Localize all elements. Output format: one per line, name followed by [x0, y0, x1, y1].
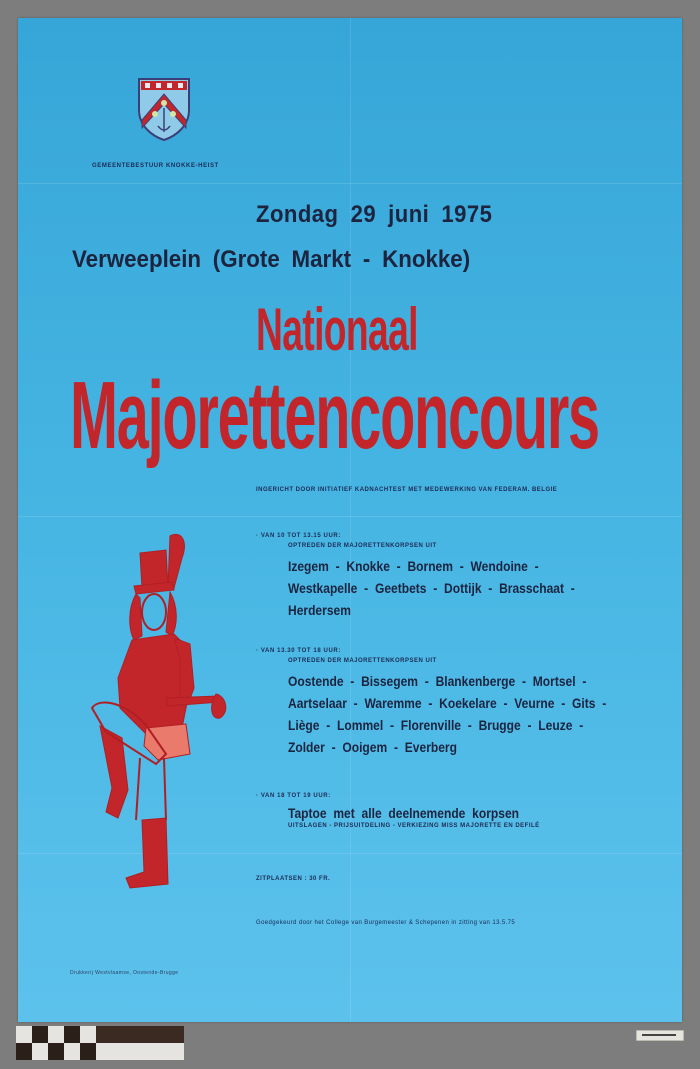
- town-line: Herdersem: [288, 602, 351, 618]
- town-list: [288, 670, 656, 758]
- barcode-icon: [642, 1034, 676, 1036]
- organizer-text: INGERICHT DOOR INITIATIEF KADNACHTEST MET MEDEWERKING VAN FEDERAM. BELGIE: [256, 487, 558, 493]
- session-time: · VAN 18 TOT 19 UUR:: [256, 793, 331, 799]
- coat-of-arms-icon: [136, 76, 192, 142]
- event-venue: Verweeplein (Grote Markt - Knokke): [72, 246, 471, 273]
- session-subtitle: OPTREDEN DER MAJORETTENKORPSEN UIT: [288, 658, 437, 664]
- fold-line: [350, 18, 351, 1022]
- town-line: Aartselaar - Waremme - Koekelare - Veurne - Gits -: [288, 695, 607, 711]
- session-evening: [256, 793, 656, 829]
- session-subtitle: OPTREDEN DER MAJORETTENKORPSEN UIT: [288, 543, 437, 549]
- majorette-illustration: [70, 528, 230, 898]
- session-time: · VAN 10 TOT 13.15 UUR:: [256, 533, 341, 539]
- town-line: Zolder - Ooigem - Everberg: [288, 739, 457, 755]
- archive-label-tag: [636, 1030, 684, 1041]
- seat-price: ZITPLAATSEN : 30 FR.: [256, 876, 331, 882]
- color-calibration-chart: [16, 1026, 184, 1060]
- town-list: [288, 555, 656, 621]
- crest-caption: GEMEENTEBESTUUR KNOKKE-HEIST: [92, 163, 219, 169]
- title-nationaal: Nationaal: [256, 296, 418, 363]
- town-line: Oostende - Bissegem - Blankenberge - Mortsel -: [288, 673, 587, 689]
- town-line: Liège - Lommel - Florenville - Brugge - Leuze -: [288, 717, 584, 733]
- title-majorettenconcours: Majorettenconcours: [70, 362, 599, 469]
- town-line: Izegem - Knokke - Bornem - Wendoine -: [288, 558, 539, 574]
- approval-note: Goedgekeurd door het College van Burgemeester & Schepenen in zitting van 13.5.75: [256, 920, 516, 926]
- session-time: · VAN 13.30 TOT 18 UUR:: [256, 648, 341, 654]
- session-afternoon: [256, 648, 656, 758]
- printer-credit: Drukkerij Westvlaamse, Oostende-Brugge: [70, 970, 179, 976]
- town-line: Westkapelle - Geetbets - Dottijk - Brasschaat -: [288, 580, 575, 596]
- session-morning: [256, 533, 656, 621]
- poster: [18, 18, 682, 1022]
- session-subtitle: UITSLAGEN - PRIJSUITDELING - VERKIEZING MISS MAJORETTE EN DEFILÉ: [288, 823, 540, 829]
- event-date: Zondag 29 juni 1975: [256, 201, 493, 228]
- tattoo-headline: Taptoe met alle deelnemende korpsen: [288, 805, 520, 821]
